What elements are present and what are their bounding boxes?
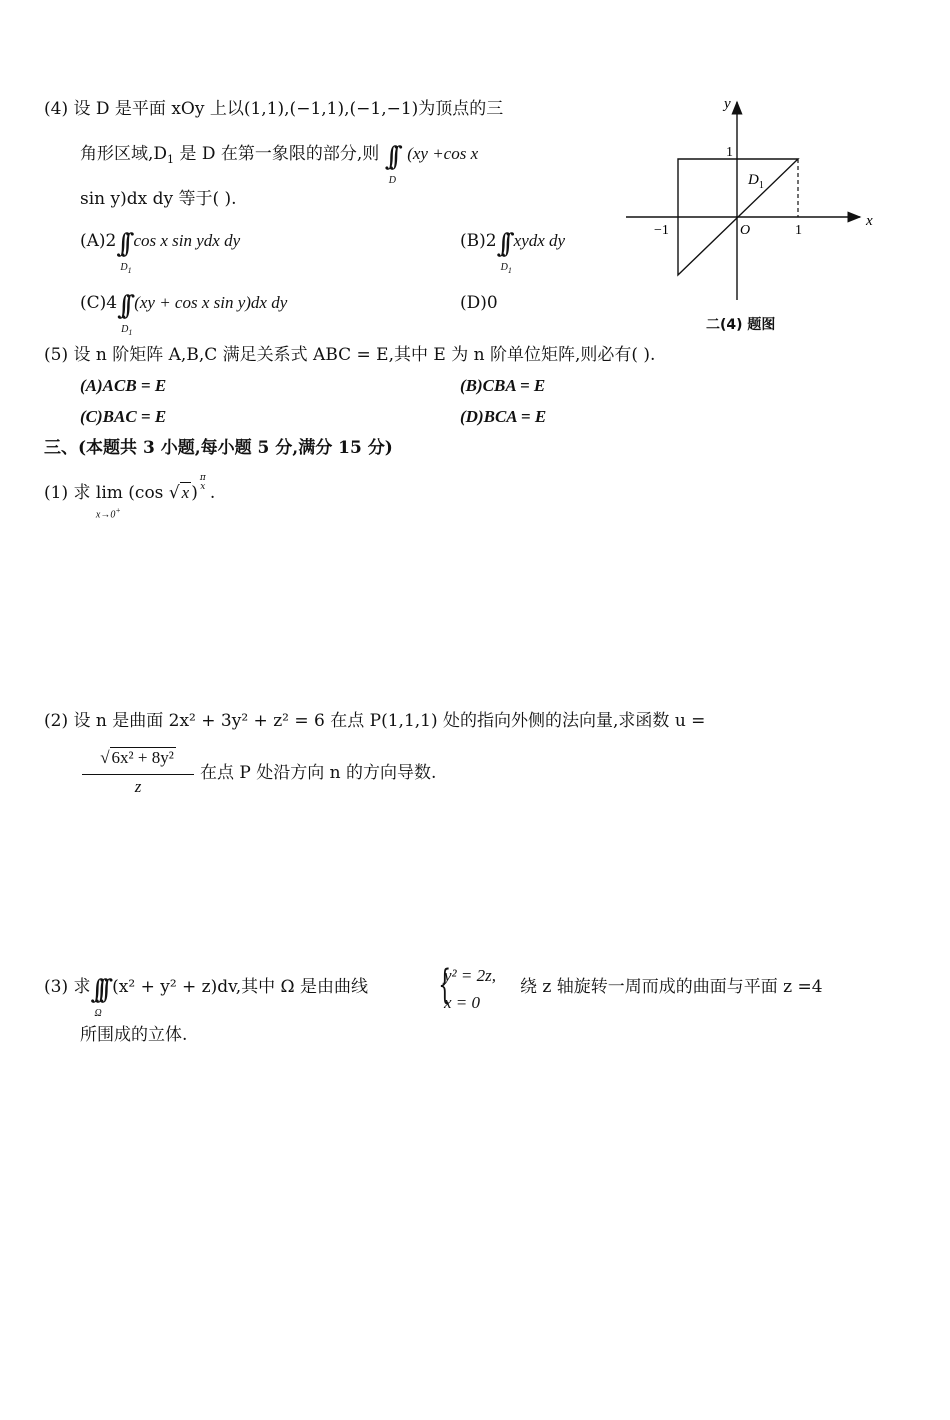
p1-line: (1) 求 lim x→0+ (cos √ x ) π x . bbox=[44, 473, 216, 521]
q4-line3: sin y)dx dy 等于( ). bbox=[80, 189, 237, 209]
figure-caption: 二(4) 题图 bbox=[706, 317, 776, 333]
p3-line1: (3) 求∫∫∫ Ω (x² + y² + z)dv,其中 Ω 是由曲线 bbox=[44, 975, 369, 1019]
p2-line2: 在点 P 处沿方向 n 的方向导数. bbox=[200, 763, 437, 783]
p3-system-eq1: y² = 2z, bbox=[444, 966, 496, 985]
origin-label: O bbox=[740, 223, 751, 238]
q4-line2: 角形区域$,D_1$ 是 D 在第一象限的部分,则 ∫∫ D (xy +cos x bbox=[80, 142, 479, 186]
q4-option-b: (B)2∫∫ $D_1$ xydx dy bbox=[460, 229, 566, 275]
p3-line1-end: 绕 z 轴旋转一周而成的曲面与平面 z =4 bbox=[520, 977, 823, 997]
region-d1-label: $D_1$ bbox=[748, 172, 764, 191]
double-integral-symbol: ∫∫ $D_1$ bbox=[116, 229, 132, 275]
p3-system-eq2: x = 0 bbox=[444, 993, 481, 1012]
p3-line2: 所围成的立体. bbox=[80, 1025, 188, 1045]
double-integral-symbol: ∫∫ D bbox=[384, 142, 396, 186]
q5-line1: (5) 设 n 阶矩阵 A,B,C 满足关系式 ABC = E,其中 E 为 n 阶单位矩阵,则必有( ). bbox=[44, 345, 656, 365]
system-brace: { bbox=[438, 962, 452, 1008]
double-integral-symbol: ∫∫ $D_1$ bbox=[496, 229, 512, 275]
tick-pos1-y-label: 1 bbox=[726, 145, 733, 160]
q4-option-a: (A)2∫∫ $D_1$ cos x sin ydx dy bbox=[80, 229, 241, 275]
q5-option-d: (D)BCA = E bbox=[460, 407, 547, 426]
triple-integral-symbol: ∫∫∫ Ω bbox=[90, 975, 105, 1019]
tick-pos1-x-label: 1 bbox=[795, 223, 802, 238]
y-axis-label: y bbox=[724, 96, 731, 112]
double-integral-symbol: ∫∫ $D_1$ bbox=[117, 291, 133, 337]
q4-line1: (4) 设 D 是平面 xOy 上以(1,1),(−1,1),(−1,−1)为顶点的三 bbox=[44, 99, 504, 119]
q5-option-c: (C)BAC = E bbox=[80, 407, 167, 426]
p2-line1: (2) 设 n 是曲面 2x² + 3y² + z² = 6 在点 P(1,1,1) 处的指向外侧的法向量,求函数 u = bbox=[44, 711, 706, 731]
q4-option-d: (D)0 bbox=[460, 293, 498, 313]
x-axis-label: x bbox=[866, 213, 873, 229]
section3-heading: 三、(本题共 3 小题,每小题 5 分,满分 15 分) bbox=[44, 438, 393, 458]
q5-option-b: (B)CBA = E bbox=[460, 376, 546, 395]
q5-option-a: (A)ACB = E bbox=[80, 376, 167, 395]
q4-option-c: (C)4∫∫ $D_1$ (xy + cos x sin y)dx dy bbox=[80, 291, 288, 337]
triangle-region-figure bbox=[620, 92, 890, 312]
tick-neg1-label: −1 bbox=[654, 223, 669, 238]
